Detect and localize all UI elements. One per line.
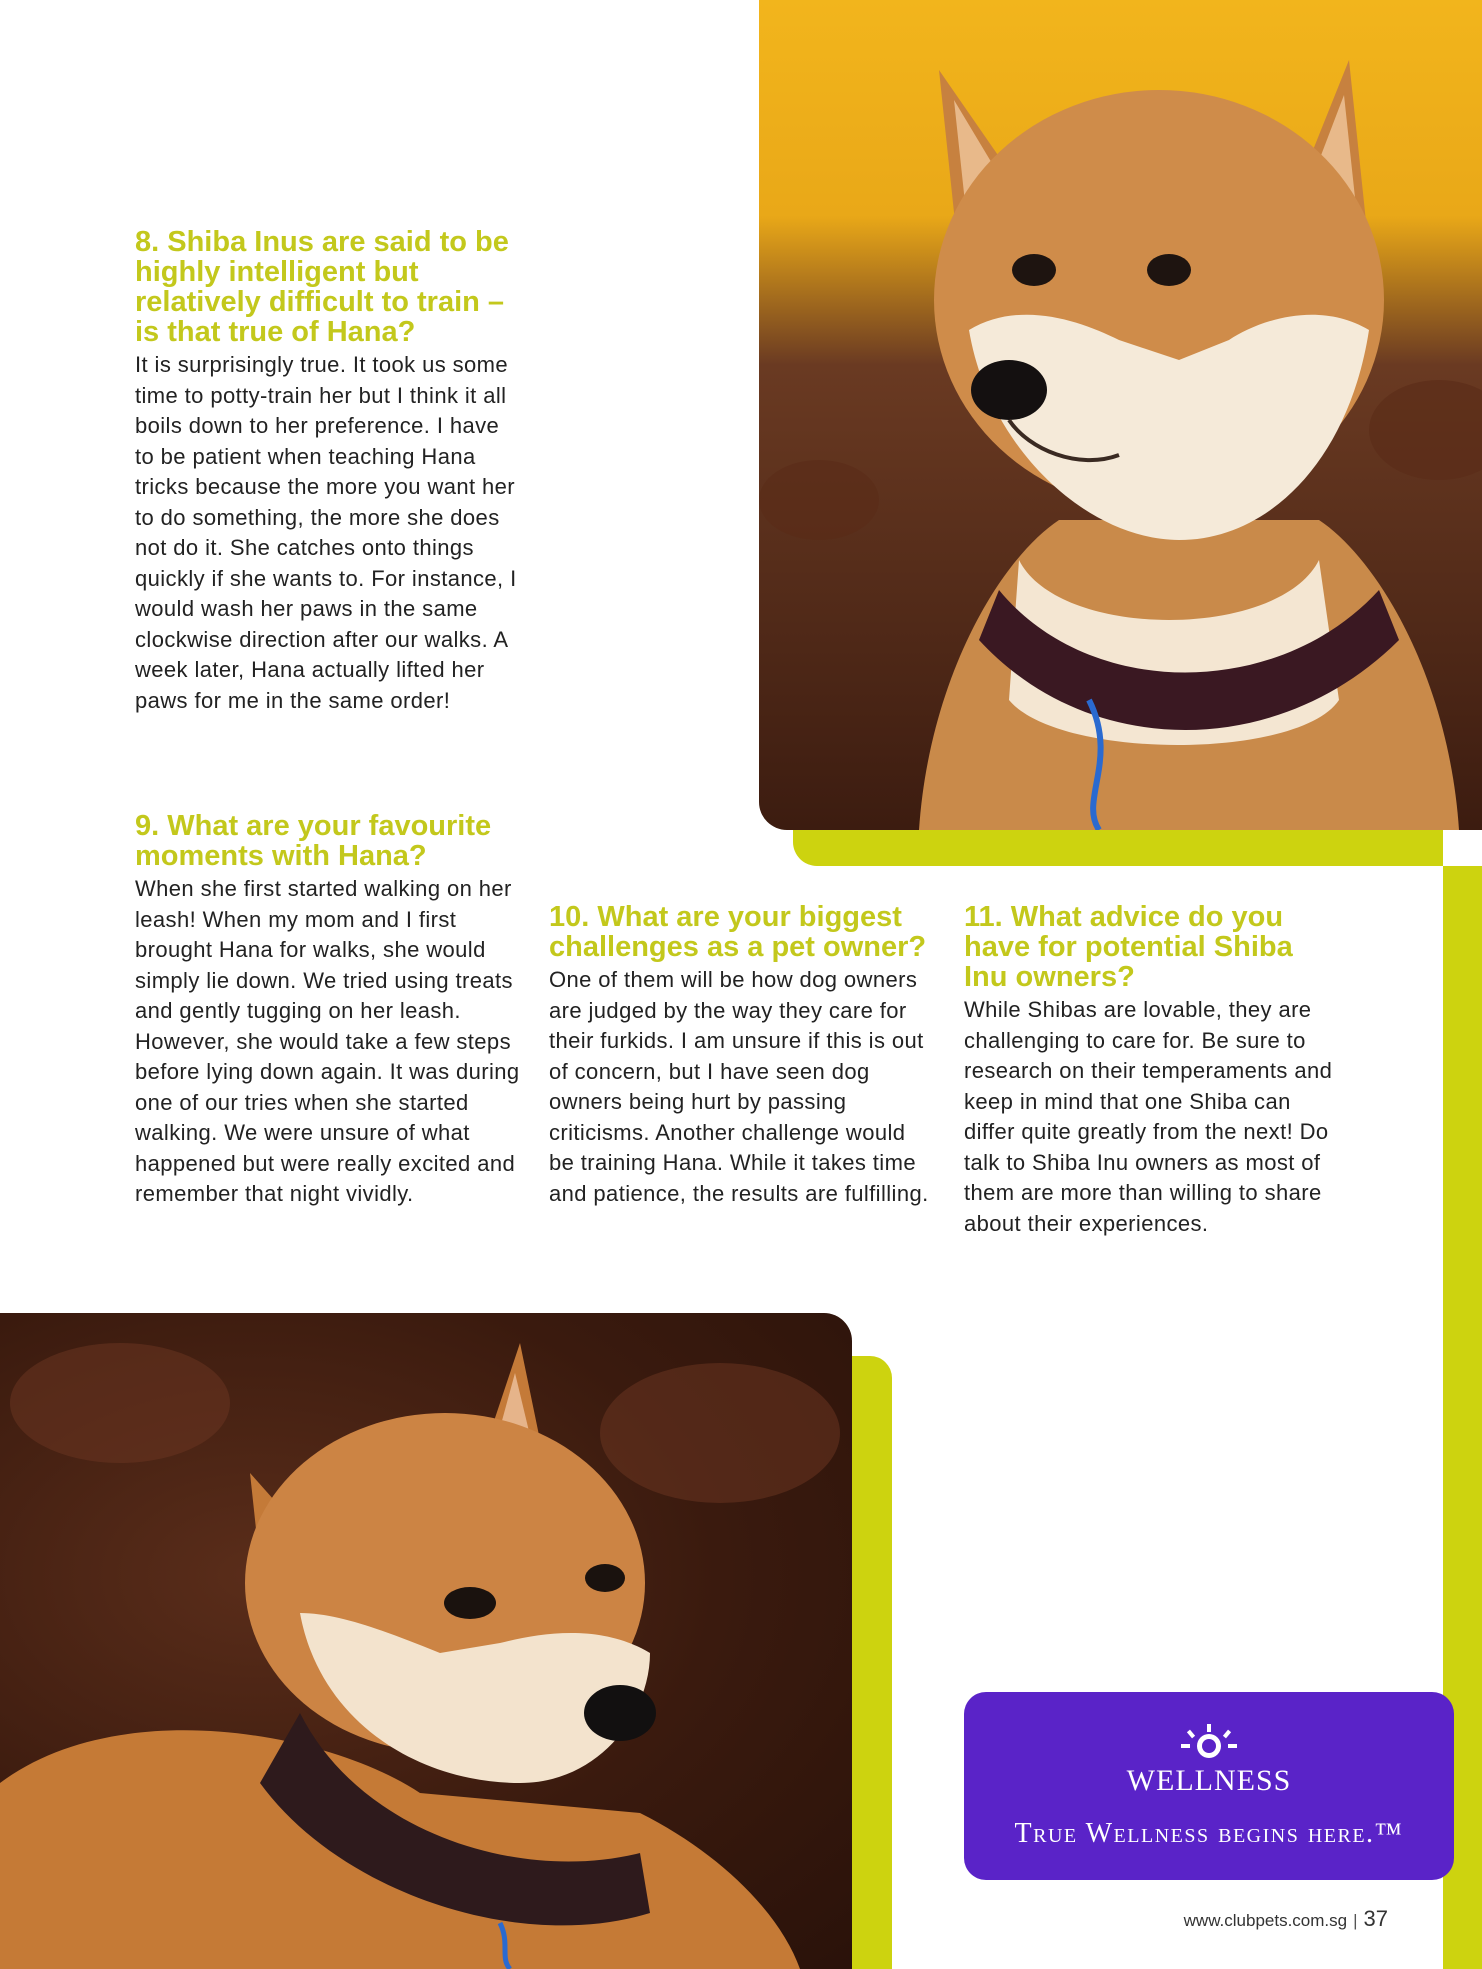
shiba-photo-bottom <box>0 1313 852 1969</box>
page-number: 37 <box>1363 1906 1388 1931</box>
question-9: 9. What are your favourite moments with Hana? <box>135 810 492 872</box>
answer-9: When she first started walking on her leash! When my mom and I first brought Hana for walks, she would simply lie down. We tried using treats and gently tugging on her leash. However, she would take a few steps before lying down again. It was during one of our tries when she started walking. We were unsure of what happened but were really excited and remember that night vividly. <box>135 876 520 1206</box>
qa-section-8 <box>135 227 520 716</box>
wellness-ad[interactable] <box>964 1692 1454 1880</box>
shiba-illustration-bottom <box>0 1313 852 1969</box>
qa-section-9 <box>135 811 525 1210</box>
question-8: 8. Shiba Inus are said to be highly intelligent but relatively difficult to train – is that true of Hana? <box>135 226 509 348</box>
answer-10: One of them will be how dog owners are judged by the way they care for their furkids. I am unsure if this is out of concern, but I have seen dog owners being hurt by passing criticisms. Another challenge would be training Hana. While it takes time and patience, the results are fulfilling. <box>549 967 929 1206</box>
answer-8: It is surprisingly true. It took us some time to potty-train her but I think it all boils down to her preference. I have to be patient when teaching Hana tricks because the more you want her to do something, the more she does not do it. She catches onto things quickly if she wants to. For instance, I would wash her paws in the same clockwise direction after our walks. A week later, Hana actually lifted her paws for me in the same order! <box>135 352 517 713</box>
wellness-brand: WELLNESS <box>1126 1764 1292 1797</box>
qa-section-11 <box>964 902 1344 1239</box>
qa-section-10 <box>549 902 934 1209</box>
answer-11: While Shibas are lovable, they are challenging to care for. Be sure to research on their temperaments and keep in mind that one Shiba can differ quite greatly from the next! Do talk to Shiba Inu owners as most of them are more than willing to share about their experiences. <box>964 997 1333 1236</box>
question-10: 10. What are your biggest challenges as a pet owner? <box>549 901 927 963</box>
shiba-illustration-top <box>759 0 1482 830</box>
question-11: 11. What advice do you have for potential Shiba Inu owners? <box>964 901 1293 993</box>
shiba-photo-top <box>759 0 1482 830</box>
accent-bar-bottom <box>852 1356 892 1969</box>
wellness-logo-icon <box>964 1722 1454 1762</box>
footer-website[interactable]: www.clubpets.com.sg <box>1183 1911 1348 1930</box>
accent-bar-top <box>793 828 1443 866</box>
page-footer <box>1184 1906 1388 1932</box>
footer-separator: | <box>1353 1911 1358 1930</box>
wellness-tagline: True Wellness begins here.™ <box>1014 1818 1404 1849</box>
